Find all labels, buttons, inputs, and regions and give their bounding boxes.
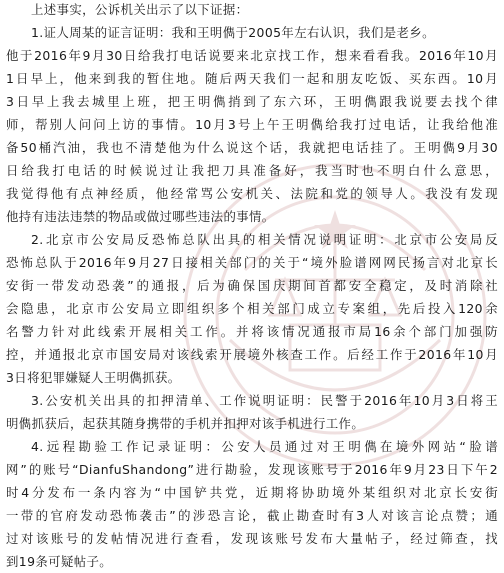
document-text-line: 1日早上，他来到我的暂住地。随后两天我们一起和朋友吃饭、买东西。10月 bbox=[6, 71, 498, 86]
document-text-line: 3.公安机关出具的扣押清单、工作说明证明：民警于2016年10月3日将王 bbox=[31, 393, 498, 408]
document-text-line: 恐怖总队于2016年9月27日接相关部门的关于“境外脸谱网网民扬言对北京长 bbox=[6, 255, 498, 270]
document-text-line: 师，帮别人问问上访的事情。10月3号上午王明儁给我打过电话，让我给他准 bbox=[6, 117, 498, 132]
document-text-line: 3日将犯罪嫌疑人王明儁抓获。 bbox=[6, 370, 181, 385]
document-text-line: 会隐患，北京市公安局立即组织多个相关部门成立专案组，先后投入120余 bbox=[6, 301, 498, 316]
document-text-line: 日给我打电话的时候说过让我把刀具准备好，我当时也不明白什么意思， bbox=[6, 163, 498, 178]
document-body bbox=[6, 0, 498, 573]
document-text-line: 上述事实，公诉机关出示了以下证据： bbox=[31, 2, 249, 17]
document-text-line: 网”的账号“DianfuShandong”进行勘验，发现该账号于2016年9月23日下午2 bbox=[6, 462, 498, 477]
document-text-line: 一带的官府发动恐怖袭击”的涉恐言论，截止勘查时有3人对该言论点赞；通 bbox=[6, 508, 498, 523]
document-text-line: 控，并通报北京市国安局对该线索开展境外核查工作。后经工作于2016年10月 bbox=[6, 347, 498, 362]
document-text-line: 3日早上我去城里上班，把王明儁捎到了东六环，王明儁跟我说要去找个律 bbox=[6, 94, 498, 109]
document-text-line: 到19条可疑帖子。 bbox=[6, 554, 113, 569]
document-text-line: 明儁抓获后，起获其随身携带的手机并扣押对该手机进行工作。 bbox=[6, 416, 365, 431]
document-text-line: 他持有违法违禁的物品或做过哪些违法的事情。 bbox=[6, 209, 275, 224]
document-text-line: 过对该账号的发帖情况进行查看，发现该账号发布大量帖子，经过筛查，找 bbox=[6, 531, 498, 546]
document-text-line: 他于2016年9月30日给我打电话说要来北京找工作，想来看看我。2016年10月 bbox=[6, 48, 498, 63]
document-text-line: 备50桶汽油，我也不清楚他为什么说这个话，我就把电话挂了。王明儁9月30 bbox=[6, 140, 498, 155]
document-text-line: 名警力针对此线索开展相关工作。并将该情况通报市局16余个部门加强防 bbox=[6, 324, 498, 339]
document-text-line: 2.北京市公安局反恐怖总队出具的相关情况说明证明：北京市公安局反 bbox=[31, 232, 498, 247]
document-text-line: 1.证人周某的证言证明：我和王明儁于2005年左右认识，我们是老乡。 bbox=[31, 25, 435, 40]
document-text-line: 4.远程勘验工作记录证明：公安人员通过对王明儁在境外网站“脸谱 bbox=[31, 439, 498, 454]
document-text-line: 时4分发布一条内容为“中国铲共党，近期将协助境外某组织对北京长安街 bbox=[6, 485, 498, 500]
document-text-line: 安街一带发动恐袭”的通报，后为确保国庆期间首都安全稳定，及时消除社 bbox=[6, 278, 498, 293]
document-text-line: 我觉得他有点神经质，他经常骂公安机关、法院和党的领导人。我没有发现 bbox=[6, 186, 498, 201]
